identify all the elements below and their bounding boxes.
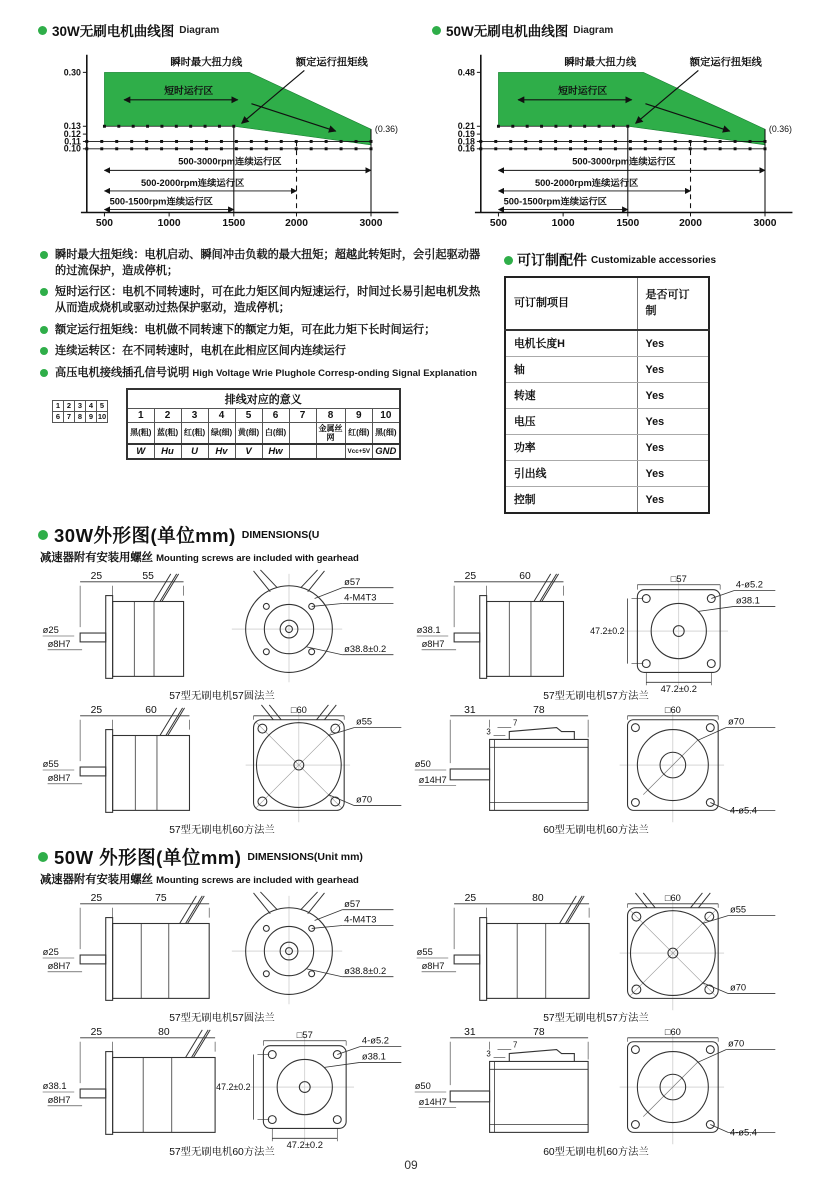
dimension-label: 3 [486, 1049, 491, 1059]
pin-cell: 1 [53, 400, 64, 411]
dimension-label: 47.2±0.2 [660, 684, 697, 695]
dimension-label: ø70 [728, 1038, 745, 1049]
zone-label: 500-2000rpm连续运行区 [534, 178, 639, 189]
signal-cell: Vcc+5V [345, 444, 373, 459]
table-cell: 功率 [505, 435, 637, 461]
table-row [505, 435, 709, 461]
x-tick-label: 500 [95, 218, 114, 230]
drawing-57-60-square-flange [38, 1024, 406, 1158]
drawing-60-square-flange [412, 702, 780, 836]
dimension-label: 4-ø5.2 [735, 579, 763, 590]
section-title-en: DIMENSIONS(U [241, 529, 320, 541]
drawing-57-round-flange [38, 890, 406, 1024]
dimension-label: 31 [464, 1026, 476, 1038]
dimension-label: 4-M4T3 [344, 914, 377, 925]
dimension-label: ø38.1 [416, 625, 441, 636]
x-tick-label: 1000 [551, 218, 575, 230]
wire-color-cell: 黑(细) [373, 422, 400, 444]
notes-list [38, 248, 490, 382]
table-cell: Yes [637, 383, 709, 409]
pin-number-cell: 6 [262, 408, 289, 422]
dimension-label: 60 [519, 570, 531, 582]
table-row [127, 444, 400, 459]
zone-label: 500-3000rpm连续运行区 [572, 156, 676, 167]
x-tick-label: 3000 [753, 218, 777, 230]
motor-side-view [43, 708, 190, 812]
right-end-value: (0.36) [374, 124, 398, 135]
table-cell: Yes [637, 461, 709, 487]
bullet-icon [38, 530, 48, 540]
drawing-caption: 57型无刷电机57圆法兰 [169, 1013, 275, 1024]
table-row [505, 357, 709, 383]
wiring-row [38, 388, 490, 460]
y-tick-label: 0.48 [457, 67, 475, 78]
peak-torque-line-label: 瞬时最大扭力线 [170, 57, 243, 69]
table-cell: Yes [637, 357, 709, 383]
bullet-icon [432, 26, 441, 35]
section-note-cn: 减速器附有安装用螺丝 [40, 874, 153, 886]
note-text: 连续运转区：在不同转速时，电机在此相应区间内连续运行 [55, 345, 346, 358]
y-tick-label: 0.13 [63, 121, 81, 132]
chart-title-cn: 50W无刷电机曲线图 [446, 24, 569, 39]
drawing-caption: 57型无刷电机57方法兰 [543, 691, 649, 702]
pin-cell: 3 [75, 400, 86, 411]
dimension-label: ø70 [356, 794, 373, 805]
dimension-label: ø70 [728, 716, 745, 727]
section-header [38, 844, 784, 870]
dimension-drawing [412, 1024, 780, 1158]
y-tick-label: 0.19 [457, 129, 475, 140]
dimension-label: □60 [664, 1026, 681, 1037]
x-tick-label: 500 [489, 218, 508, 230]
pin-grid [52, 400, 108, 423]
zone-label: 500-1500rpm连续运行区 [503, 196, 607, 207]
short-run-zone-label: 短时运行区 [164, 85, 214, 97]
y-tick-label: 0.12 [63, 129, 81, 140]
wire-color-cell: 蓝(粗) [154, 422, 181, 444]
dimension-drawing [412, 890, 780, 1024]
section-note [40, 871, 784, 887]
y-tick-label: 0.18 [457, 136, 475, 147]
drawing-row [38, 568, 784, 702]
dimension-label: 55 [142, 570, 154, 582]
motor-side-view [43, 896, 210, 1000]
drawing-57-square-flange [412, 890, 780, 1024]
motor-side-view [43, 574, 184, 678]
accessories-title-cn: 可订制配件 [517, 252, 587, 268]
dimension-label: ø70 [730, 982, 747, 993]
drawing-57-square-flange [412, 568, 780, 702]
table-cell: 控制 [505, 487, 637, 514]
motor-side-view [43, 1030, 215, 1134]
motor-side-view [415, 1038, 588, 1133]
dimension-label: 25 [464, 892, 477, 904]
dimension-label: □60 [290, 704, 307, 715]
bullet-icon [38, 852, 48, 862]
wiring-table [126, 388, 401, 460]
pin-number-cell: 7 [289, 408, 316, 422]
accessories-table [504, 276, 710, 514]
bullet-icon [40, 326, 48, 334]
zone-label: 500-1500rpm连续运行区 [109, 196, 213, 207]
rated-torque-line-label: 额定运行扭矩线 [295, 57, 368, 69]
peak-torque-line-label: 瞬时最大扭力线 [564, 57, 637, 69]
dimension-drawing [38, 568, 406, 702]
dimension-label: 4-ø5.2 [361, 1035, 389, 1046]
dimension-label: 78 [533, 1026, 545, 1038]
pin-cell: 2 [64, 400, 75, 411]
dimension-label: ø50 [414, 759, 431, 770]
pin-cell: 4 [86, 400, 97, 411]
dimension-label: ø55 [42, 759, 59, 770]
table-row [505, 461, 709, 487]
dimension-label: ø38.1 [42, 1081, 67, 1092]
pin-number-cell: 3 [181, 408, 208, 422]
drawing-caption: 57型无刷电机57方法兰 [543, 1013, 649, 1024]
dimension-label: 4-ø5.4 [730, 805, 758, 816]
drawing-57-round-flange [38, 568, 406, 702]
drawing-60-square-flange [412, 1024, 780, 1158]
wire-color-cell: 白(细) [262, 422, 289, 444]
dimension-drawing [38, 702, 406, 836]
chart-title-en: Diagram [179, 24, 220, 36]
section-header [38, 522, 784, 548]
dimension-label: 31 [464, 704, 476, 716]
y-tick-label: 0.10 [63, 143, 81, 154]
note-item [38, 285, 490, 316]
bullet-icon [40, 251, 48, 259]
column-header: 可订制项目 [505, 277, 637, 330]
dimension-label: ø14H7 [418, 1096, 447, 1107]
x-tick-label: 2000 [285, 218, 308, 230]
dimension-label: 7 [513, 1040, 518, 1050]
dimension-label: 78 [533, 704, 545, 716]
y-tick-label: 0.21 [457, 121, 475, 132]
dimension-label: ø8H7 [47, 772, 71, 783]
pin-number-cell: 2 [154, 408, 181, 422]
section-30w-dimensions [38, 514, 784, 836]
note-item [38, 248, 490, 279]
note-item [38, 323, 490, 339]
pin-cell: 7 [64, 411, 75, 422]
table-cell: Yes [637, 435, 709, 461]
dimension-label: 25 [90, 704, 103, 716]
dimension-label: ø38.8±0.2 [344, 965, 387, 976]
wire-color-cell: 红(粗) [181, 422, 208, 444]
dimension-label: 80 [532, 892, 544, 904]
dimension-label: 3 [486, 727, 491, 737]
chart-title-cn: 30W无刷电机曲线图 [52, 24, 175, 39]
dimension-label: □57 [296, 1029, 313, 1040]
accessories-panel [504, 248, 720, 514]
dimension-label: ø8H7 [421, 638, 445, 649]
dimension-label: ø25 [42, 947, 59, 958]
dimension-label: ø38.1 [735, 595, 760, 606]
pin-number-cell: 9 [345, 408, 373, 422]
table-cell: 转速 [505, 383, 637, 409]
table-row [505, 383, 709, 409]
accessories-title [504, 250, 720, 270]
table-cell: Yes [637, 409, 709, 435]
dimension-label: 75 [155, 892, 167, 904]
drawing-caption: 60型无刷电机60方法兰 [543, 1147, 649, 1158]
bullet-icon [40, 288, 48, 296]
table-row [505, 409, 709, 435]
table-row [505, 330, 709, 357]
x-tick-label: 1500 [616, 218, 640, 230]
drawing-row [38, 1024, 784, 1158]
pin-number-cell: 5 [235, 408, 262, 422]
drawing-row [38, 890, 784, 1024]
dimension-label: 4-ø5.4 [730, 1127, 758, 1138]
dimension-drawing [412, 568, 780, 702]
motor-front-view [246, 705, 402, 822]
dimension-label: 4-M4T3 [344, 592, 377, 603]
signal-cell: Hv [208, 444, 235, 459]
y-tick-label: 0.30 [63, 67, 81, 78]
dimension-label: 47.2±0.2 [286, 1140, 323, 1151]
note-text: 额定运行扭矩线：电机做不同转速下的额定力矩，可在此力矩下长时间运行； [55, 323, 436, 336]
note-text: 高压电机接线插孔信号说明 High Voltage Wrie Plughole Corresp-onding Signal Explanation [55, 367, 478, 380]
table-row [53, 400, 108, 411]
wire-color-cell: 红(细) [345, 422, 373, 444]
dimension-label: ø38.8±0.2 [344, 643, 387, 654]
signal-cell: W [127, 444, 154, 459]
section-title-en: DIMENSIONS(Unit mm) [247, 851, 363, 863]
x-tick-label: 3000 [359, 218, 383, 230]
torque-chart-30w [38, 41, 410, 237]
motor-front-view [232, 570, 394, 682]
section-note [40, 549, 784, 565]
pin-cell: 9 [86, 411, 97, 422]
section-note-en: Mounting screws are included with gearhead [156, 875, 359, 886]
table-row [505, 277, 709, 330]
x-tick-label: 2000 [679, 218, 702, 230]
dimension-label: 25 [90, 1026, 103, 1038]
wire-color-cell: 黑(粗) [127, 422, 154, 444]
pin-cell: 6 [53, 411, 64, 422]
dimension-label: ø38.1 [361, 1051, 386, 1062]
torque-chart-50w [432, 41, 804, 237]
middle-row [38, 248, 784, 514]
dimension-label: □60 [664, 892, 681, 903]
dimension-drawing [412, 702, 780, 836]
signal-cell [316, 444, 345, 459]
note-text: 短时运行区：电机不同转速时，可在此力矩区间内短速运行，时间过长易引起电机发热从而造成烧机或驱动过热保护驱动，造成停机； [55, 286, 481, 315]
section-50w-dimensions [38, 836, 784, 1158]
dimension-label: 80 [158, 1026, 170, 1038]
wiring-title: 排线对应的意义 [127, 389, 400, 409]
table-row [127, 389, 400, 409]
bullet-icon [40, 347, 48, 355]
table-row [127, 422, 400, 444]
note-item [38, 366, 490, 382]
dimension-label: ø25 [42, 625, 59, 636]
chart-title-50w [432, 20, 804, 40]
table-cell: Yes [637, 330, 709, 357]
dimension-drawing [38, 1024, 406, 1158]
dimension-label: 7 [513, 718, 518, 728]
wire-color-cell [289, 422, 316, 444]
drawing-caption: 57型无刷电机57圆法兰 [169, 691, 275, 702]
charts-row [38, 20, 792, 242]
dimension-label: ø8H7 [47, 638, 71, 649]
dimension-label: 47.2±0.2 [590, 626, 625, 637]
chart-panel-30w [38, 20, 410, 242]
dimension-label: ø55 [416, 947, 433, 958]
chart-title-30w [38, 20, 410, 40]
table-cell: 电机长度H [505, 330, 637, 357]
pin-number-cell: 1 [127, 408, 154, 422]
pin-number-cell: 4 [208, 408, 235, 422]
signal-cell: U [181, 444, 208, 459]
drawing-row [38, 702, 784, 836]
table-cell: 电压 [505, 409, 637, 435]
dimension-label: ø8H7 [47, 960, 71, 971]
dimension-label: 25 [90, 892, 103, 904]
pin-number-cell: 10 [373, 408, 400, 422]
signal-cell: Hu [154, 444, 181, 459]
dimension-label: ø8H7 [421, 960, 445, 971]
section-note-en: Mounting screws are included with gearhead [156, 553, 359, 564]
operating-region [104, 72, 371, 145]
torque-chart-plot [458, 55, 793, 230]
wire-color-cell: 黄(细) [235, 422, 262, 444]
drawing-caption: 57型无刷电机60方法兰 [169, 1147, 275, 1158]
zone-label: 500-3000rpm连续运行区 [178, 156, 282, 167]
dimension-label: □60 [664, 704, 681, 715]
table-cell: 轴 [505, 357, 637, 383]
drawing-caption: 57型无刷电机60方法兰 [169, 825, 275, 836]
note-text: 瞬时最大扭矩线：电机启动、瞬间冲击负载的最大扭矩；超越此转矩时，会引起驱动器的过流保护，造成停机； [55, 249, 481, 277]
table-row [505, 487, 709, 514]
pin-cell: 8 [75, 411, 86, 422]
bullet-icon [40, 369, 48, 377]
chart-panel-50w [432, 20, 804, 242]
dimension-drawing [38, 890, 406, 1024]
short-run-zone-label: 短时运行区 [558, 85, 608, 97]
section-title-cn: 30W外形图(单位mm) [54, 525, 236, 546]
pin-number-cell: 8 [316, 408, 345, 422]
bullet-icon [38, 26, 47, 35]
dimension-label: □57 [670, 573, 687, 584]
section-title-cn: 50W 外形图(单位mm) [54, 847, 242, 868]
drawing-57-60-square-flange [38, 702, 406, 836]
table-cell: Yes [637, 487, 709, 514]
table-row [127, 408, 400, 422]
chart-title-en: Diagram [573, 24, 614, 36]
y-tick-label: 0.11 [64, 136, 81, 147]
motor-side-view [417, 896, 589, 1000]
operating-region [498, 72, 765, 145]
rated-torque-line-label: 额定运行扭矩线 [689, 57, 762, 69]
accessories-title-en: Customizable accessories [591, 254, 717, 266]
dimension-label: 47.2±0.2 [216, 1082, 251, 1093]
motor-front-view [232, 892, 394, 1004]
dimension-label: ø8H7 [47, 1094, 71, 1105]
wire-color-cell: 绿(细) [208, 422, 235, 444]
wire-color-cell: 金属丝网 [316, 422, 345, 444]
y-tick-label: 0.16 [457, 143, 475, 154]
x-tick-label: 1000 [157, 218, 181, 230]
drawing-caption: 60型无刷电机60方法兰 [543, 825, 649, 836]
column-header: 是否可订制 [637, 277, 709, 330]
signal-cell: GND [373, 444, 400, 459]
dimension-label: 60 [145, 704, 157, 716]
motor-side-view [415, 716, 588, 811]
x-tick-label: 1500 [222, 218, 246, 230]
table-cell: 引出线 [505, 461, 637, 487]
notes-column [38, 248, 490, 514]
dimension-label: ø50 [414, 1081, 431, 1092]
dimension-label: ø14H7 [418, 774, 447, 785]
signal-cell: Hw [262, 444, 289, 459]
dimension-label: ø55 [730, 904, 747, 915]
right-end-value: (0.36) [768, 124, 792, 135]
bullet-icon [504, 256, 513, 265]
pin-cell: 5 [97, 400, 108, 411]
dimension-label: 25 [464, 570, 477, 582]
torque-chart-plot [64, 55, 399, 230]
zone-label: 500-2000rpm连续运行区 [140, 178, 245, 189]
pin-cell: 10 [97, 412, 107, 422]
signal-cell [289, 444, 316, 459]
note-item [38, 344, 490, 360]
motor-front-view [620, 893, 776, 1010]
dimension-label: ø55 [356, 716, 373, 727]
dimension-label: ø57 [344, 898, 361, 909]
table-row [53, 411, 108, 422]
dimension-label: ø57 [344, 576, 361, 587]
signal-cell: V [235, 444, 262, 459]
page-number: 09 [404, 1158, 418, 1172]
dimension-label: 25 [90, 570, 103, 582]
section-note-cn: 减速器附有安装用螺丝 [40, 552, 153, 564]
